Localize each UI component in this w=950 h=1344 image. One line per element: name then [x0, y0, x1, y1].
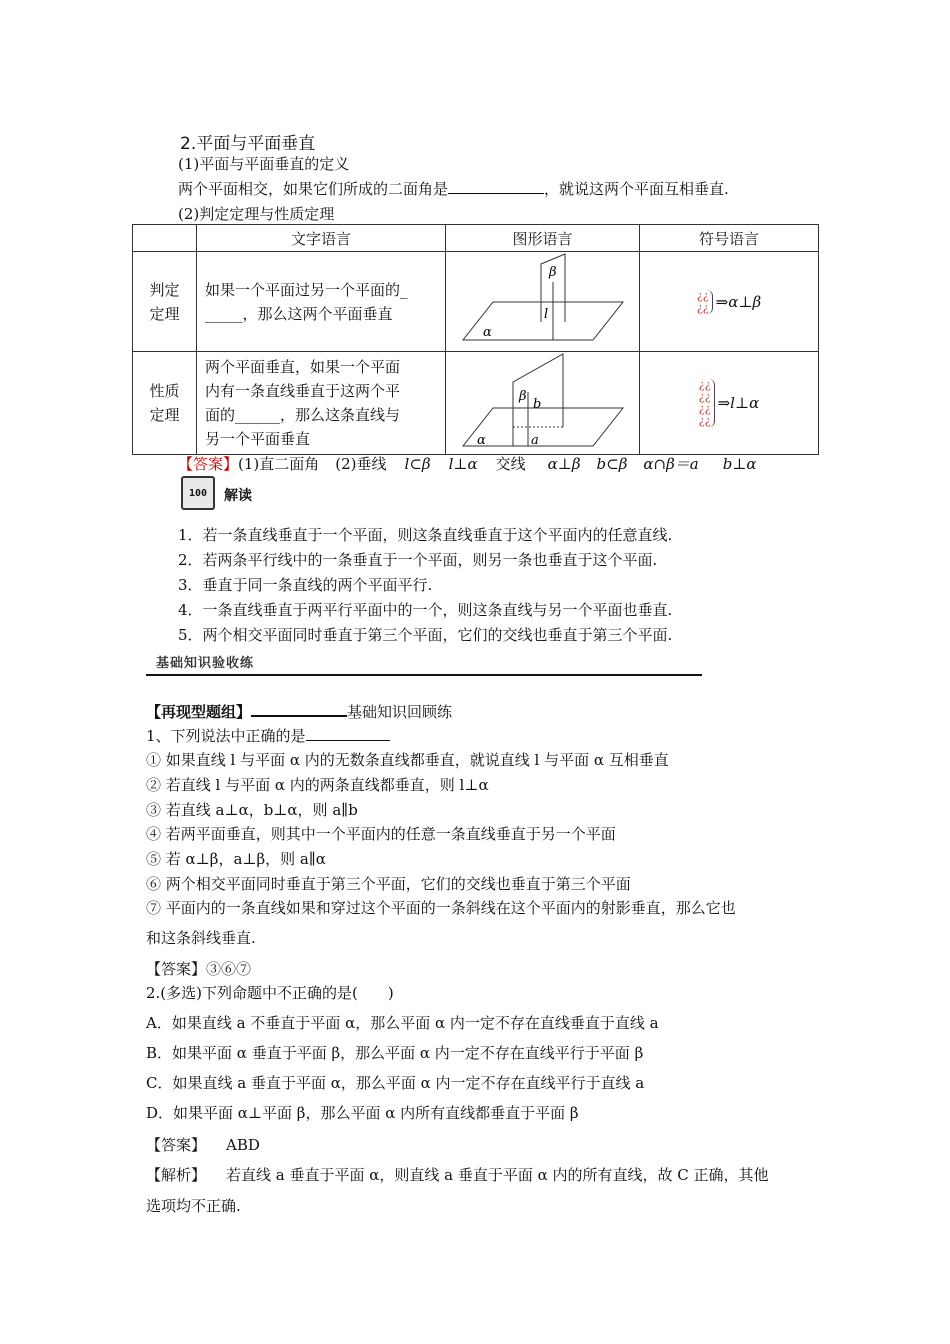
- brace-line: ¿¿: [698, 378, 711, 391]
- text-line: 内有一条直线垂直于这两个平: [205, 382, 401, 400]
- brace-line: ¿¿: [696, 288, 709, 302]
- practice-head-tail: 基础知识回顾练: [347, 703, 453, 721]
- header-symbol-language: 符号语言: [640, 225, 819, 252]
- condition-brace: [699, 379, 715, 427]
- header-text-language: 文字语言: [197, 225, 446, 252]
- label-a: 判定: [149, 280, 180, 299]
- definition-text: [178, 178, 729, 199]
- definition-blank: [448, 178, 544, 194]
- text-line: 两个平面垂直，如果一个平面: [205, 358, 401, 376]
- brace-line: ¿¿: [696, 300, 709, 314]
- row-criterion-figure: [446, 252, 640, 352]
- answer-part: b⊥α: [722, 455, 757, 473]
- answer-line: [178, 453, 757, 474]
- brace-line: ¿¿: [698, 414, 711, 427]
- section-title: 2.平面与平面垂直: [180, 134, 316, 154]
- q2-option: B．如果平面 α 垂直于平面 β，那么平面 α 内一定不存在直线平行于平面 β: [146, 1044, 644, 1062]
- practice-blank: [251, 700, 347, 717]
- q1-item: ⑤ 若 α⊥β，a⊥β，则 a∥α: [146, 850, 326, 868]
- row-criterion-label: [133, 252, 197, 352]
- answer-part: b⊂β: [596, 455, 628, 473]
- answer-part: α⊥β: [547, 455, 581, 473]
- row-property-label: [133, 352, 197, 455]
- reading-item: 4．一条直线垂直于两平行平面中的一个，则这条直线与另一个平面也垂直.: [178, 601, 673, 619]
- q2-explain-cont: 选项均不正确.: [146, 1197, 241, 1215]
- text-line: _____，那么这两个平面垂直: [205, 304, 393, 323]
- brace-line: ¿¿: [698, 402, 711, 415]
- conclusion: ⇒l⊥α: [717, 394, 760, 412]
- row-criterion-symbol: [640, 252, 819, 352]
- q2-option: A．如果直线 a 不垂直于平面 α，那么平面 α 内一定不存在直线垂直于直线 a: [146, 1014, 659, 1032]
- text-line: 面的______，那么这条直线与: [205, 406, 401, 424]
- q2-explain-tag: 【解析】: [146, 1166, 207, 1184]
- q2-answer: [146, 1134, 260, 1155]
- question-1-blank: [306, 725, 390, 741]
- practice-head: 【再现型题组】: [146, 703, 252, 721]
- brace-line: ¿¿: [698, 390, 711, 403]
- conclusion: ⇒α⊥β: [715, 292, 762, 311]
- label-a: a: [530, 433, 539, 448]
- q1-answer: 【答案】③⑥⑦: [146, 960, 252, 978]
- question-2: 2.(多选)下列命题中不正确的是( ): [146, 984, 394, 1002]
- reading-item: 3．垂直于同一条直线的两个平面平行.: [178, 576, 433, 594]
- q2-explain-text: 若直线 a 垂直于平面 α，则直线 a 垂直于平面 α 内的所有直线，故 C 正确，其他: [226, 1166, 769, 1184]
- definition-pre: 两个平面相交，如果它们所成的二面角是: [178, 180, 449, 198]
- text-line: 另一个平面垂直: [205, 430, 311, 448]
- answer-part: α∩β＝a: [643, 455, 699, 473]
- q1-item: ⑥ 两个相交平面同时垂直于第三个平面，它们的交线也垂直于第三个平面: [146, 875, 631, 893]
- section-divider: [146, 674, 702, 676]
- label-b: 定理: [149, 304, 180, 323]
- question-1: [146, 725, 390, 746]
- answer-part: 交线: [495, 455, 526, 473]
- reading-item: 2．若两条平行线中的一条垂直于一个平面，则另一条也垂直于这个平面.: [178, 551, 658, 569]
- label-b: b: [532, 397, 541, 412]
- q2-option: C．如果直线 a 垂直于平面 α，那么平面 α 内一定不存在直线平行于直线 a: [146, 1074, 645, 1092]
- theorem-subtitle: (2)判定定理与性质定理: [178, 205, 335, 223]
- answer-part: (1)直二面角: [238, 455, 320, 473]
- answer-tag: 【答案】: [178, 455, 239, 473]
- label-beta: β: [518, 389, 527, 404]
- label-a: 性质: [149, 382, 180, 400]
- perpendicular-planes-figure: [453, 252, 633, 347]
- label-b: 定理: [149, 406, 180, 424]
- label-beta: β: [548, 265, 557, 280]
- condition-brace: [697, 290, 713, 314]
- definition-subtitle: (1)平面与平面垂直的定义: [178, 155, 350, 173]
- label-alpha: α: [482, 325, 492, 340]
- practice-heading: [146, 700, 452, 722]
- label-l: l: [543, 307, 548, 322]
- label-alpha: α: [476, 433, 486, 448]
- q1-item: ② 若直线 l 与平面 α 内的两条直线都垂直，则 l⊥α: [146, 776, 489, 794]
- q2-answer-value: ABD: [226, 1136, 260, 1154]
- score-logo-icon: 100: [181, 476, 215, 510]
- answer-part: l⊂β: [404, 455, 431, 473]
- perpendicular-planes-figure: [453, 352, 633, 450]
- row-criterion-text: [197, 252, 446, 352]
- section-banner: 基础知识验收练: [156, 656, 255, 671]
- reading-item: 1．若一条直线垂直于一个平面，则这条直线垂直于这个平面内的任意直线.: [178, 526, 673, 544]
- reading-item: 5．两个相交平面同时垂直于第三个平面，它们的交线也垂直于第三个平面.: [178, 626, 673, 644]
- header-figure-language: 图形语言: [446, 225, 640, 252]
- q1-item: ④ 若两平面垂直，则其中一个平面内的任意一条直线垂直于另一个平面: [146, 825, 616, 843]
- q1-item: ① 如果直线 l 与平面 α 内的无数条直线都垂直，就说直线 l 与平面 α 互相垂直: [146, 751, 669, 769]
- definition-post: ，就说这两个平面互相垂直.: [544, 180, 729, 198]
- q2-explain: [146, 1164, 769, 1185]
- theorem-table: [132, 224, 819, 455]
- q2-option: D．如果平面 α⊥平面 β，那么平面 α 内所有直线都垂直于平面 β: [146, 1104, 579, 1122]
- question-1-text: 1、下列说法中正确的是: [146, 727, 306, 745]
- reading-title: 解读: [224, 488, 252, 504]
- q1-item: 和这条斜线垂直.: [146, 929, 256, 947]
- row-property-text: [197, 352, 446, 455]
- header-blank: [133, 225, 197, 252]
- q2-answer-tag: 【答案】: [146, 1136, 207, 1154]
- q1-item: ⑦ 平面内的一条直线如果和穿过这个平面的一条斜线在这个平面内的射影垂直，那么它也: [146, 899, 736, 917]
- answer-part: (2)垂线: [335, 455, 387, 473]
- q1-item: ③ 若直线 a⊥α，b⊥α，则 a∥b: [146, 801, 358, 819]
- row-property-figure: [446, 352, 640, 455]
- text-line: 如果一个平面过另一个平面的_: [205, 280, 408, 299]
- answer-part: l⊥α: [448, 455, 478, 473]
- row-property-symbol: [640, 352, 819, 455]
